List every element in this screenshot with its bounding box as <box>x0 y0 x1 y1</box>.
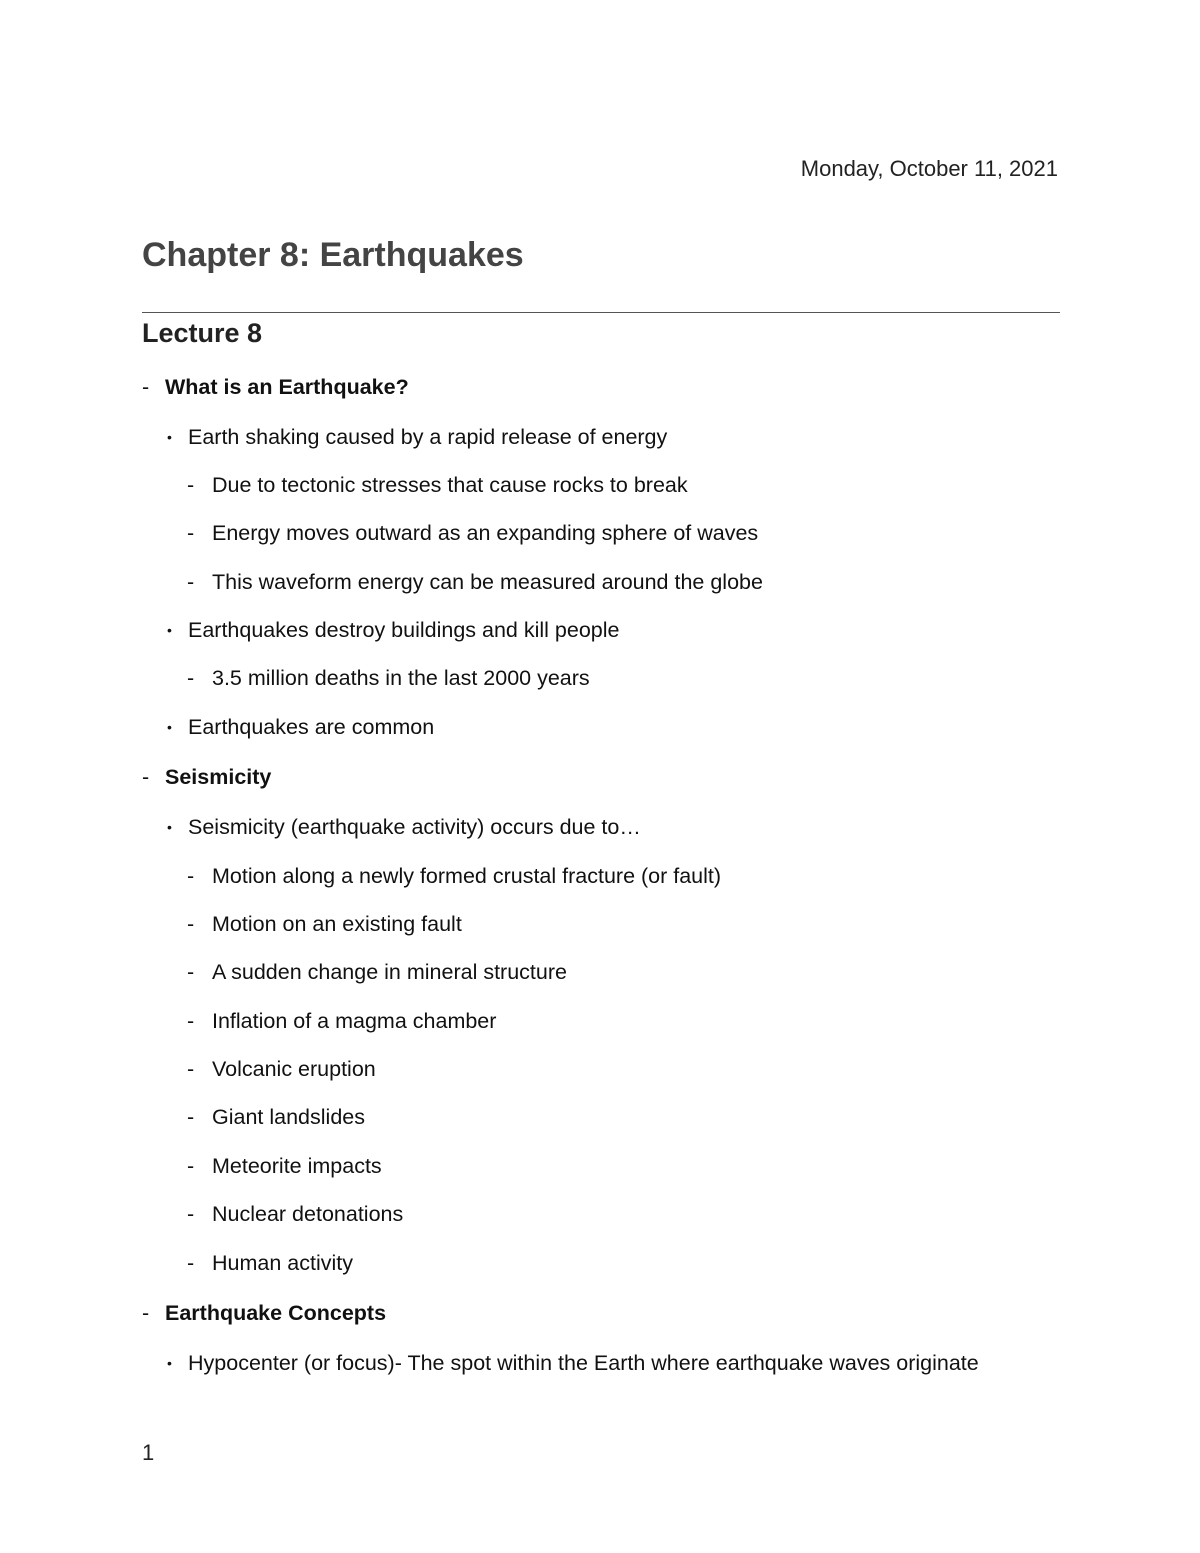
dash-marker: - <box>187 1105 195 1129</box>
sub-list-item <box>187 1247 353 1279</box>
dash-marker: - <box>187 666 195 690</box>
sub-list-item-text: Giant landslides <box>212 1105 365 1129</box>
section-heading-text: Earthquake Concepts <box>165 1301 387 1325</box>
list-item <box>167 421 668 453</box>
list-item-text: Seismicity (earthquake activity) occurs due to… <box>188 815 641 839</box>
bullet-marker: • <box>167 622 172 638</box>
sub-list-item <box>187 1005 497 1037</box>
sub-list-item-text: A sudden change in mineral structure <box>212 960 567 984</box>
sub-list-item-text: Inflation of a magma chamber <box>212 1009 497 1033</box>
sub-list-item-text: Meteorite impacts <box>212 1154 382 1178</box>
dash-marker: - <box>142 1301 150 1325</box>
list-item <box>167 1347 988 1379</box>
sub-list-item-text: Motion on an existing fault <box>212 912 462 936</box>
sub-list-item-text: Nuclear detonations <box>212 1202 404 1226</box>
sub-list-item <box>187 908 462 940</box>
dash-marker: - <box>187 912 195 936</box>
sub-list-item <box>187 662 590 694</box>
sub-list-item <box>187 1198 404 1230</box>
sub-list-item-text: Due to tectonic stresses that cause rocks to break <box>212 473 688 497</box>
sub-list-item-text: Motion along a newly formed crustal fracture (or fault) <box>212 864 722 888</box>
sub-list-item <box>187 1101 365 1133</box>
list-item <box>167 811 641 843</box>
sub-list-item-text: Human activity <box>212 1251 353 1275</box>
sub-list-item <box>187 1150 382 1182</box>
dash-marker: - <box>187 864 195 888</box>
sub-list-item <box>187 1053 376 1085</box>
document-date: Monday, October 11, 2021 <box>800 156 1058 181</box>
dash-marker: - <box>142 375 150 399</box>
dash-marker: - <box>187 1009 195 1033</box>
section-heading <box>142 371 409 403</box>
section-subtitle: Lecture 8 <box>142 318 263 348</box>
sub-list-item <box>187 860 722 892</box>
sub-list-item-text: Energy moves outward as an expanding sphere of waves <box>212 521 759 545</box>
sub-list-item-text: Volcanic eruption <box>212 1057 376 1081</box>
bullet-marker: • <box>167 719 172 735</box>
list-item-text: Earthquakes destroy buildings and kill people <box>188 618 620 642</box>
list-item <box>167 614 620 646</box>
page-number: 1 <box>142 1440 155 1465</box>
sub-list-item-text: 3.5 million deaths in the last 2000 years <box>212 666 590 690</box>
list-item-text: Earthquakes are common <box>188 715 435 739</box>
dash-marker: - <box>187 1154 195 1178</box>
bullet-marker: • <box>167 429 172 445</box>
dash-marker: - <box>187 1202 195 1226</box>
section-heading-text: Seismicity <box>165 765 272 789</box>
section-heading-text: What is an Earthquake? <box>165 375 409 399</box>
dash-marker: - <box>187 473 195 497</box>
dash-marker: - <box>187 960 195 984</box>
section-heading <box>142 761 272 793</box>
sub-list-item <box>187 517 759 549</box>
dash-marker: - <box>187 521 195 545</box>
sub-list-item <box>187 469 688 501</box>
sub-list-item <box>187 956 567 988</box>
dash-marker: - <box>142 765 150 789</box>
list-item <box>167 711 435 743</box>
dash-marker: - <box>187 570 195 594</box>
sub-list-item <box>187 566 763 598</box>
page-title: Chapter 8: Earthquakes <box>142 236 524 274</box>
list-item-text: Hypocenter (or focus)- The spot within the Earth where earthquake waves originate <box>188 1351 979 1375</box>
bullet-marker: • <box>167 819 172 835</box>
title-divider <box>142 312 1060 313</box>
bullet-marker: • <box>167 1355 172 1371</box>
dash-marker: - <box>187 1057 195 1081</box>
section-heading <box>142 1297 387 1329</box>
dash-marker: - <box>187 1251 195 1275</box>
list-item-text: Earth shaking caused by a rapid release of energy <box>188 425 668 449</box>
sub-list-item-text: This waveform energy can be measured around the globe <box>212 570 763 594</box>
